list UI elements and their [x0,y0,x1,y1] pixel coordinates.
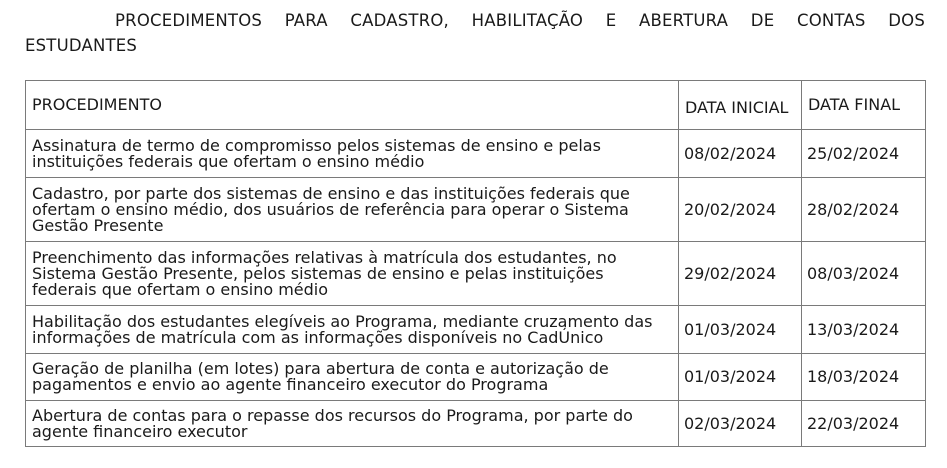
data-inicial-cell: 01/03/2024 [679,306,802,354]
table-row [26,306,926,354]
data-final-cell: 13/03/2024 [802,306,926,354]
data-inicial-cell: 29/02/2024 [679,242,802,306]
column-header-procedimento: PROCEDIMENTO [26,81,679,130]
procedimento-cell: Habilitação dos estudantes elegíveis ao Programa, mediante cruzamento das informações de matrícula com as informações disponíveis no CadÚnico [26,306,679,354]
table-row [26,242,926,306]
data-final-cell: 28/02/2024 [802,178,926,242]
schedule-table [25,80,926,447]
procedimento-cell: Cadastro, por parte dos sistemas de ensino e das instituições federais que ofertam o ensino médio, dos usuários de referência para operar o Sistema Gestão Presente [26,178,679,242]
document-title: PROCEDIMENTOS PARA CADASTRO, HABILITAÇÃO E ABERTURA DE CONTAS DOS ESTUDANTES [25,11,925,55]
table-row [26,401,926,447]
column-header-data-final: DATA FINAL [802,81,926,130]
column-header-data-inicial: DATA INICIAL [679,81,802,130]
data-inicial-cell: 20/02/2024 [679,178,802,242]
data-final-cell: 08/03/2024 [802,242,926,306]
data-final-cell: 25/02/2024 [802,130,926,178]
data-inicial-cell: 01/03/2024 [679,354,802,401]
table-row [26,354,926,401]
data-final-cell: 22/03/2024 [802,401,926,447]
table-row [26,178,926,242]
table-header-row [26,81,926,130]
table-row [26,130,926,178]
data-inicial-cell: 02/03/2024 [679,401,802,447]
procedimento-cell: Preenchimento das informações relativas à matrícula dos estudantes, no Sistema Gestão Presente, pelos sistemas de ensino e pelas instituições federais que ofertam o ensino médio [26,242,679,306]
procedimento-cell: Abertura de contas para o repasse dos recursos do Programa, por parte do agente financeiro executor [26,401,679,447]
data-final-cell: 18/03/2024 [802,354,926,401]
data-inicial-cell: 08/02/2024 [679,130,802,178]
procedimento-cell: Geração de planilha (em lotes) para abertura de conta e autorização de pagamentos e envio ao agente financeiro executor do Programa [26,354,679,401]
procedimento-cell: Assinatura de termo de compromisso pelos sistemas de ensino e pelas instituições federais que ofertam o ensino médio [26,130,679,178]
